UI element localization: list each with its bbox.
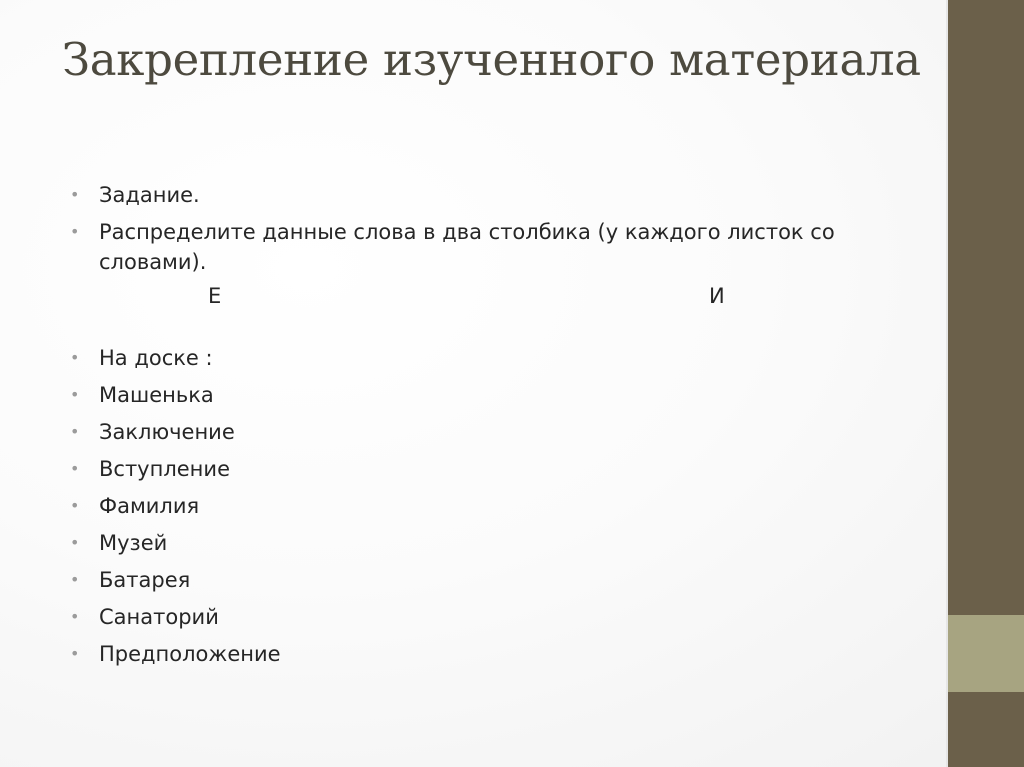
bullet-icon: • xyxy=(70,422,80,441)
bullet-icon: • xyxy=(70,607,80,626)
bullet-icon: • xyxy=(70,533,80,552)
bullet-icon: • xyxy=(70,348,80,367)
bullet-text: Вступление xyxy=(99,457,230,481)
side-accent-block xyxy=(948,615,1024,692)
column-header-e: Е xyxy=(208,284,222,308)
bullet-icon: • xyxy=(70,222,80,241)
bullet-item xyxy=(70,417,910,447)
bullet-text: Фамилия xyxy=(99,494,200,518)
bullet-item xyxy=(70,491,910,521)
bullet-text: Задание. xyxy=(99,183,200,207)
slide-title: Закрепление изученного материала xyxy=(62,33,921,86)
bullet-item xyxy=(70,217,910,277)
bullet-item xyxy=(70,454,910,484)
bullet-text: Распределите данные слова в два столбика (у каждого листок со словами). xyxy=(99,220,835,274)
bullet-icon: • xyxy=(70,570,80,589)
bullet-text: Предположение xyxy=(99,642,281,666)
bullet-item xyxy=(70,528,910,558)
bullet-icon: • xyxy=(70,385,80,404)
bullet-item xyxy=(70,380,910,410)
bullet-text: Заключение xyxy=(99,420,235,444)
bullet-text: Батарея xyxy=(99,568,191,592)
slide-content xyxy=(70,180,910,676)
bullet-item xyxy=(70,602,910,632)
bullet-text: На доске : xyxy=(99,346,213,370)
bullet-icon: • xyxy=(70,459,80,478)
bullet-item xyxy=(70,343,910,373)
column-header-i: И xyxy=(709,284,725,308)
bullet-item xyxy=(70,180,910,210)
column-headers xyxy=(70,281,910,311)
bullet-icon: • xyxy=(70,185,80,204)
bullet-text: Санаторий xyxy=(99,605,219,629)
bullet-text: Машенька xyxy=(99,383,214,407)
bullet-item xyxy=(70,565,910,595)
bullet-icon: • xyxy=(70,496,80,515)
bullet-text: Музей xyxy=(99,531,168,555)
bullet-item xyxy=(70,639,910,669)
bullet-icon: • xyxy=(70,644,80,663)
